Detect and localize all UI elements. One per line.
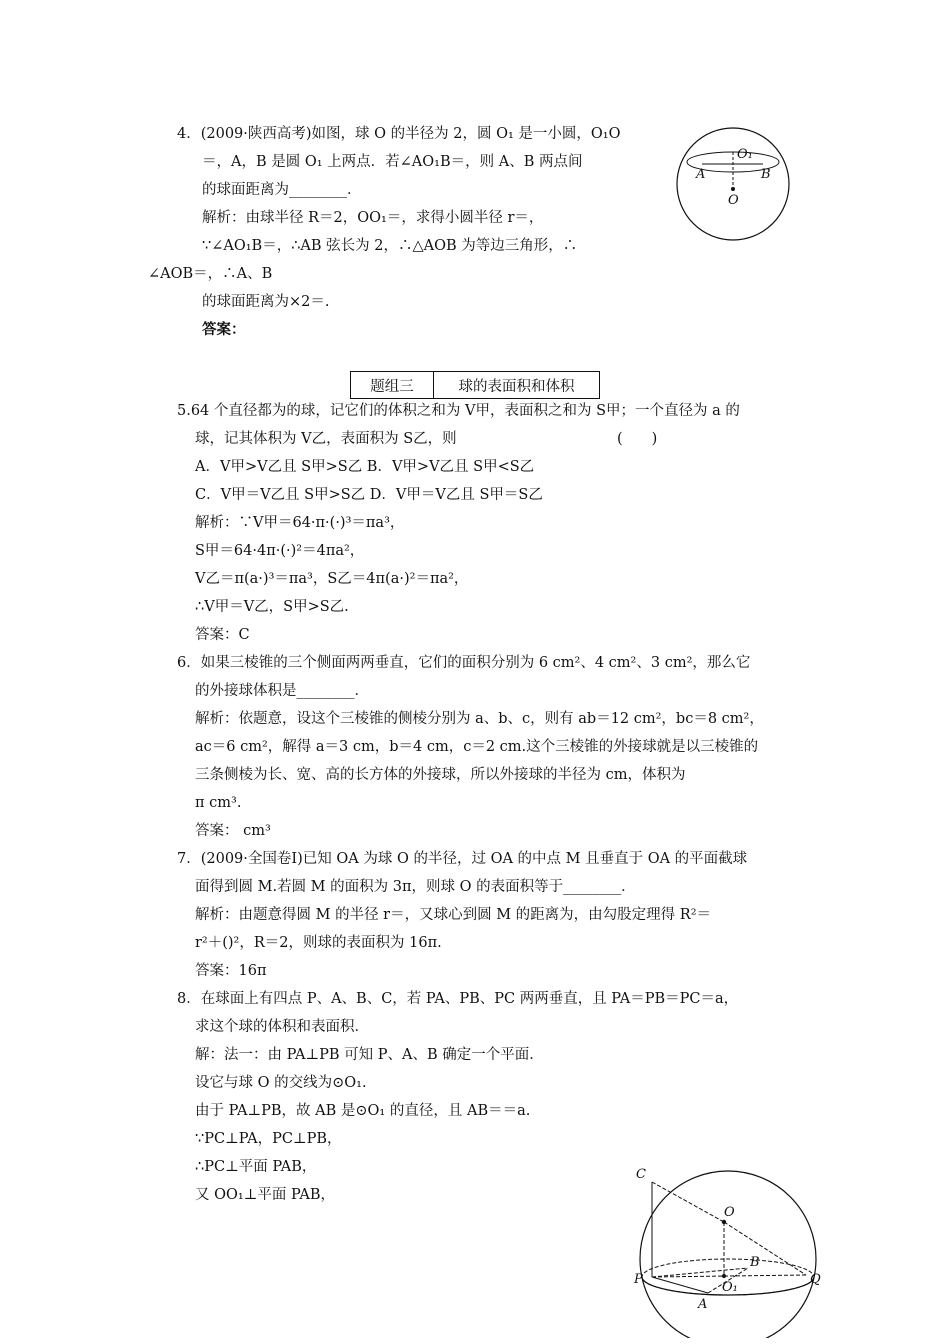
q8-line-2: 求这个球的体积和表面积． [195,1019,369,1035]
q5-answer-paren: ( ) [617,431,658,447]
q4-solution-2: ∵∠AO₁B＝，∴AB 弦长为 2，∴△AOB 为等边三角形，∴ [202,238,578,254]
q6-line-1: 6．如果三棱锥的三个侧面两两垂直，它们的面积分别为 6 cm²、4 cm²、3 cm²，那么它 [177,655,751,671]
q6-solution-2: ac＝6 cm²，解得 a＝3 cm，b＝4 cm，c＝2 cm.这个三棱锥的外接球就是以三棱锥的 [195,739,759,755]
q6-solution-1: 解析：依题意，设这个三棱锥的侧棱分别为 a、b、c，则有 ab＝12 cm²，bc＝8 cm²， [195,711,764,727]
q8-solution-6: 又 OO₁⊥平面 PAB， [195,1187,335,1203]
q5-solution-1: 解析：∵V甲＝64·π·(·)³＝πa³， [195,515,405,531]
q4-solution-1: 解析：由球半径 R＝2，OO₁＝，求得小圆半径 r＝， [202,210,544,226]
q4-fig-label-b: B [761,167,771,182]
q7-answer: 答案：16π [195,963,267,979]
q8-fig-label-p: P [634,1272,643,1287]
q7-solution-1: 解析：由题意得圆 M 的半径 r＝，又球心到圆 M 的距离为，由勾股定理得 R²＝ [195,907,712,923]
q5-line-2: 球，记其体积为 V乙，表面积为 S乙，则 [195,431,457,447]
q7-solution-2: r²＋()²，R＝2，则球的表面积为 16π. [195,935,442,951]
q8-solution-3: 由于 PA⊥PB，故 AB 是⊙O₁ 的直径，且 AB＝＝a. [195,1103,531,1119]
group-header-table [350,371,600,399]
q4-fig-label-o: O [728,193,739,208]
q8-fig-label-o: O [724,1205,735,1220]
group-label: 题组三 [351,372,434,398]
q5-solution-4: ∴V甲＝V乙，S甲>S乙. [195,599,349,615]
q5-answer: 答案：C [195,627,250,643]
q7-line-2: 面得到圆 M.若圆 M 的面积为 3π，则球 O 的表面积等于________． [195,879,636,895]
q8-sphere-figure [626,1158,842,1338]
q7-line-1: 7．(2009·全国卷Ⅰ)已知 OA 为球 O 的半径，过 OA 的中点 M 且垂直于 OA 的平面截球 [177,851,748,867]
q6-line-2: 的外接球体积是________． [195,683,369,699]
q5-solution-3: V乙＝π(a·)³＝πa³，S乙＝4π(a·)²＝πa²， [195,571,469,587]
q8-fig-label-o1: O₁ [722,1280,738,1295]
q4-solution-4: 的球面距离为×2＝. [202,294,330,310]
q6-solution-3: 三条侧棱为长、宽、高的长方体的外接球，所以外接球的半径为 cm，体积为 [195,767,686,783]
q4-line-2: ＝，A，B 是圆 O₁ 上两点．若∠AO₁B＝，则 A、B 两点间 [202,154,583,170]
q4-fig-label-o1: O₁ [737,147,753,162]
q8-solution-2: 设它与球 O 的交线为⊙O₁. [195,1075,367,1091]
q8-fig-label-q: Q [810,1272,821,1287]
q5-line-1: 5.64 个直径都为的球，记它们的体积之和为 V甲，表面积之和为 S甲；一个直径为 a 的 [177,403,740,419]
q8-solution-1: 解：法一：由 PA⊥PB 可知 P、A、B 确定一个平面． [195,1047,544,1063]
q4-blank-line: 的球面距离为________． [202,182,362,198]
q6-answer: 答案： cm³ [195,823,271,839]
q8-solution-4: ∵PC⊥PA，PC⊥PB， [195,1131,342,1147]
q4-sphere-figure [672,118,802,250]
q8-solution-5: ∴PC⊥平面 PAB， [195,1159,317,1175]
group-title: 球的表面积和体积 [458,378,575,395]
q8-fig-label-a: A [698,1297,708,1312]
q5-options-ab: A．V甲>V乙且 S甲>S乙 B．V甲>V乙且 S甲<S乙 [195,459,535,475]
q6-solution-4: π cm³. [195,795,242,811]
q4-fig-label-a: A [696,167,706,182]
q4-answer: 答案： [202,321,246,338]
q5-solution-2: S甲＝64·4π·(·)²＝4πa²， [195,543,365,559]
q8-line-1: 8．在球面上有四点 P、A、B、C，若 PA、PB、PC 两两垂直，且 PA＝PB＝PC＝a， [177,991,739,1007]
q5-options-cd: C．V甲＝V乙且 S甲>S乙 D．V甲＝V乙且 S甲＝S乙 [195,487,543,503]
q4-line-1: 4．(2009·陕西高考)如图，球 O 的半径为 2，圆 O₁ 是一小圆，O₁O [177,126,621,142]
q8-fig-label-b: B [750,1255,760,1270]
q4-solution-3: ∠AOB＝，∴A、B [148,266,273,282]
q8-fig-label-c: C [636,1167,646,1182]
